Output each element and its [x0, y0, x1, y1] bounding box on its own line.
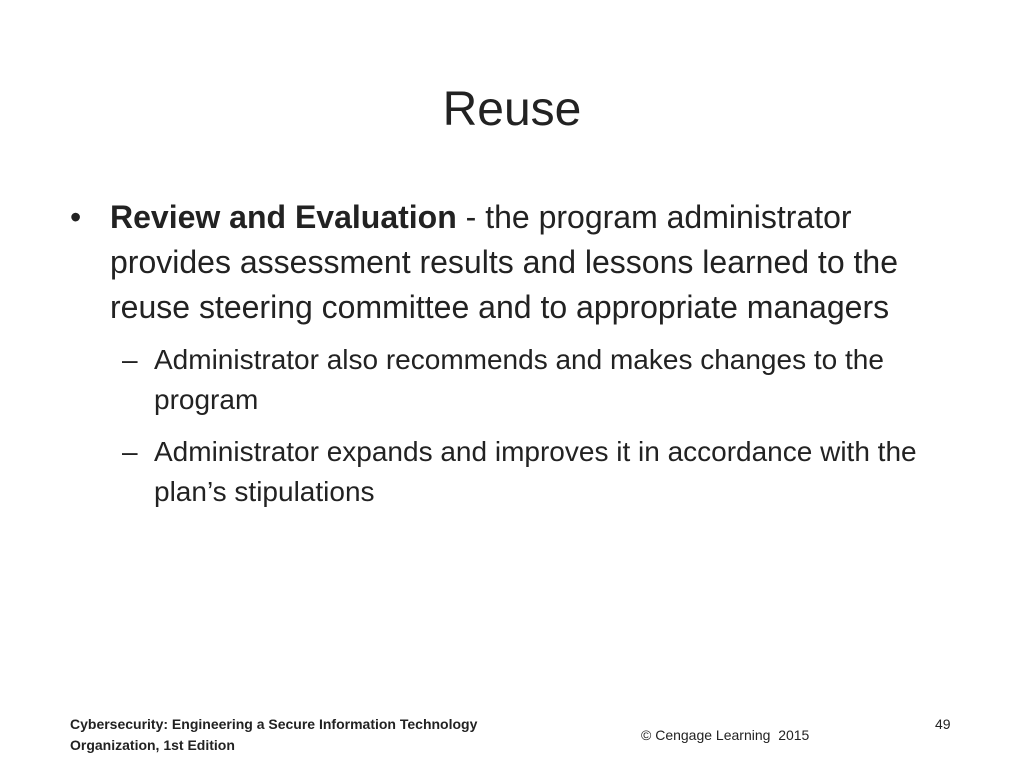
bullet-lead-text: Review and Evaluation	[110, 199, 457, 235]
dash-marker: –	[122, 344, 138, 375]
slide-body	[70, 195, 970, 512]
footer-copyright: © Cengage Learning 2015	[641, 727, 810, 743]
subbullet-text: Administrator expands and improves it in accordance with the plan’s stipulations	[154, 436, 917, 507]
footer-book-title	[70, 714, 590, 756]
page-number: 49	[935, 716, 951, 732]
slide-title: Reuse	[442, 83, 582, 136]
bullet-item	[70, 195, 910, 330]
subbullet-item	[70, 432, 954, 512]
dash-marker: –	[122, 436, 138, 467]
subbullet-item	[70, 340, 954, 420]
footer-book-title-line2: Organization, 1st Edition	[70, 737, 235, 753]
footer-book-title-line1: Cybersecurity: Engineering a Secure Information Technology	[70, 716, 478, 732]
bullet-text: - the program administrator provides assessment results and lessons learned to the reuse steering committee and to appropriate managers	[110, 199, 898, 325]
bullet-marker: •	[70, 199, 82, 235]
subbullet-text: Administrator also recommends and makes changes to the program	[154, 344, 884, 415]
